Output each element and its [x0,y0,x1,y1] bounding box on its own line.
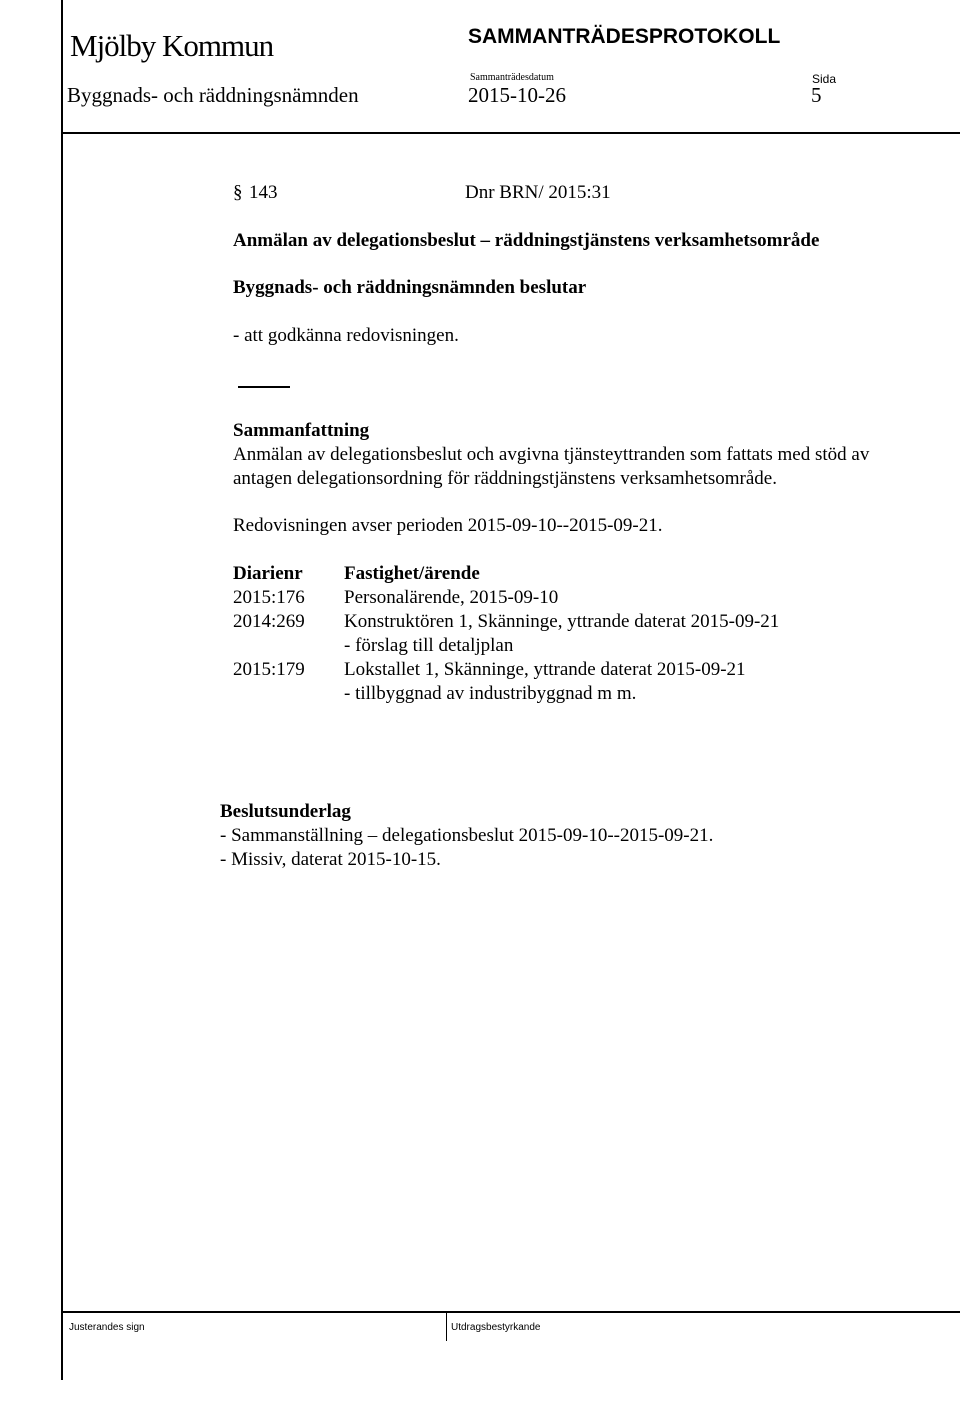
basis-item: - Sammanställning – delegationsbeslut 2015-09-10--2015-09-21. [220,825,714,846]
table-row-diarienr: 2015:179 [233,659,305,680]
summary-heading: Sammanfattning [233,420,370,441]
footer-separator [446,1311,447,1341]
item-number: 143 [249,182,278,203]
date-label: Sammanträdesdatum [470,72,554,83]
decision-heading: Byggnads- och räddningsnämnden beslutar [233,277,587,298]
section-symbol: § [233,182,243,203]
left-margin-rule [61,0,63,1380]
footer-rule [61,1311,960,1313]
footer-signature-label: Justerandes sign [69,1322,145,1333]
decision-text: - att godkänna redovisningen. [233,325,459,346]
table-row-subtext: - tillbyggnad av industribyggnad m m. [344,683,637,704]
item-title: Anmälan av delegationsbeslut – räddningstjänstens verksamhetsområde [233,230,820,251]
summary-line-1: Anmälan av delegationsbeslut och avgivna tjänsteyttranden som fattats med stöd av [233,444,870,465]
page-number: 5 [811,83,822,107]
summary-line-2: antagen delegationsordning för räddningstjänstens verksamhetsområde. [233,468,777,489]
table-row-subtext: - förslag till detaljplan [344,635,514,656]
page-label: Sida [812,72,837,86]
summary-period: Redovisningen avser perioden 2015-09-10--2015-09-21. [233,515,663,536]
column-header-diarienr: Diarienr [233,563,303,584]
document-type: SAMMANTRÄDESPROTOKOLL [468,25,781,48]
table-row-text: Konstruktören 1, Skänninge, yttrande daterat 2015-09-21 [344,611,780,632]
table-row-text: Personalärende, 2015-09-10 [344,587,559,608]
column-header-fastighet: Fastighet/ärende [344,563,480,584]
organization-name: Mjölby Kommun [70,28,274,63]
footer-certification-label: Utdragsbestyrkande [451,1322,541,1333]
basis-heading: Beslutsunderlag [220,801,351,822]
dnr-reference: Dnr BRN/ 2015:31 [465,182,611,203]
table-row-diarienr: 2015:176 [233,587,305,608]
table-row-text: Lokstallet 1, Skänninge, yttrande daterat 2015-09-21 [344,659,746,680]
meeting-date: 2015-10-26 [468,83,566,107]
table-row-diarienr: 2014:269 [233,611,305,632]
header-rule [61,132,960,134]
committee-name: Byggnads- och räddningsnämnden [67,83,359,107]
separator-line [238,386,290,388]
basis-item: - Missiv, daterat 2015-10-15. [220,849,441,870]
